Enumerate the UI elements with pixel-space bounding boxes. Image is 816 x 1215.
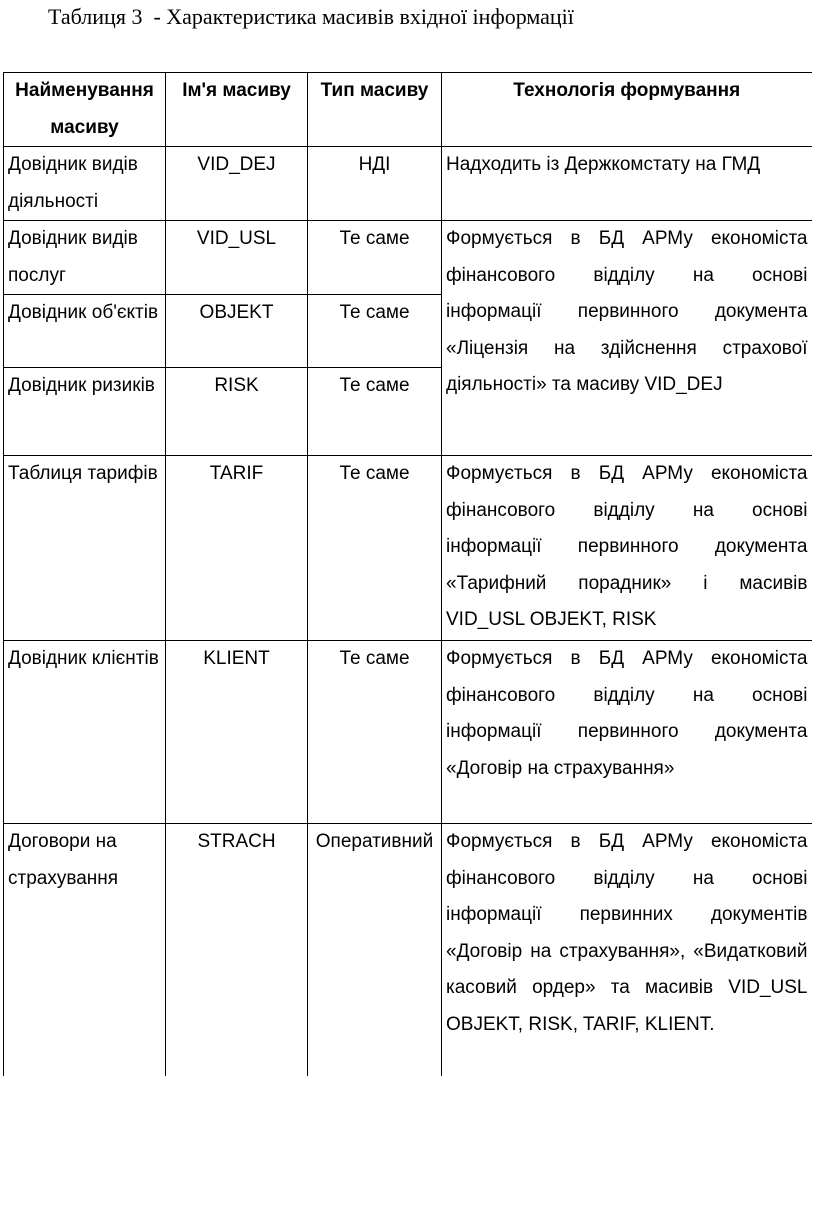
array-code: STRACH — [166, 824, 308, 1076]
table-row — [4, 456, 812, 641]
array-technology: Формується в БД АРМу економіста фінансового відділу на основі інформації первинних документів «Договір на страхування», «Видатковий касовий ордер» та масивів VID_USL OBJEKT, RISK, TARIF, KLIENT. — [442, 824, 812, 1076]
header-array-technology: Технологія формування — [442, 73, 812, 147]
array-code: VID_USL — [166, 221, 308, 295]
array-code: VID_DEJ — [166, 147, 308, 221]
input-arrays-table — [3, 72, 812, 1076]
table-row — [4, 641, 812, 824]
array-type: Те саме — [308, 456, 442, 641]
array-technology: Формується в БД АРМу економіста фінансового відділу на основі інформації первинного документа «Ліцензія на здійснення страхової діяльності» та масиву VID_DEJ — [442, 221, 812, 456]
array-type: Оперативний — [308, 824, 442, 1076]
array-technology: Надходить із Держкомстату на ГМД — [442, 147, 812, 221]
header-array-type: Тип масиву — [308, 73, 442, 147]
array-name: Довідник видів діяльності — [4, 147, 166, 221]
array-code: TARIF — [166, 456, 308, 641]
array-type: Те саме — [308, 221, 442, 295]
array-type: Те саме — [308, 295, 442, 368]
array-technology: Формується в БД АРМу економіста фінансового відділу на основі інформації первинного документа «Тарифний порадник» і масивів VID_USL OBJEKT, RISK — [442, 456, 812, 641]
array-technology: Формується в БД АРМу економіста фінансового відділу на основі інформації первинного документа «Договір на страхування» — [442, 641, 812, 824]
table-row — [4, 824, 812, 1076]
table-caption: Таблиця 3 - Характеристика масивів вхідної інформації — [48, 4, 574, 29]
table-row — [4, 221, 812, 295]
array-name: Договори на страхування — [4, 824, 166, 1076]
array-code: RISK — [166, 368, 308, 456]
array-name: Довідник ризиків — [4, 368, 166, 456]
header-array-code: Ім'я масиву — [166, 73, 308, 147]
array-code: KLIENT — [166, 641, 308, 824]
array-type: НДІ — [308, 147, 442, 221]
header-array-name: Найменування масиву — [4, 73, 166, 147]
array-name: Довідник об'єктів — [4, 295, 166, 368]
array-name: Таблиця тарифів — [4, 456, 166, 641]
array-type: Те саме — [308, 368, 442, 456]
table-row — [4, 147, 812, 221]
array-type: Те саме — [308, 641, 442, 824]
array-code: OBJEKT — [166, 295, 308, 368]
table-header-row — [4, 73, 812, 147]
array-name: Довідник видів послуг — [4, 221, 166, 295]
array-name: Довідник клієнтів — [4, 641, 166, 824]
